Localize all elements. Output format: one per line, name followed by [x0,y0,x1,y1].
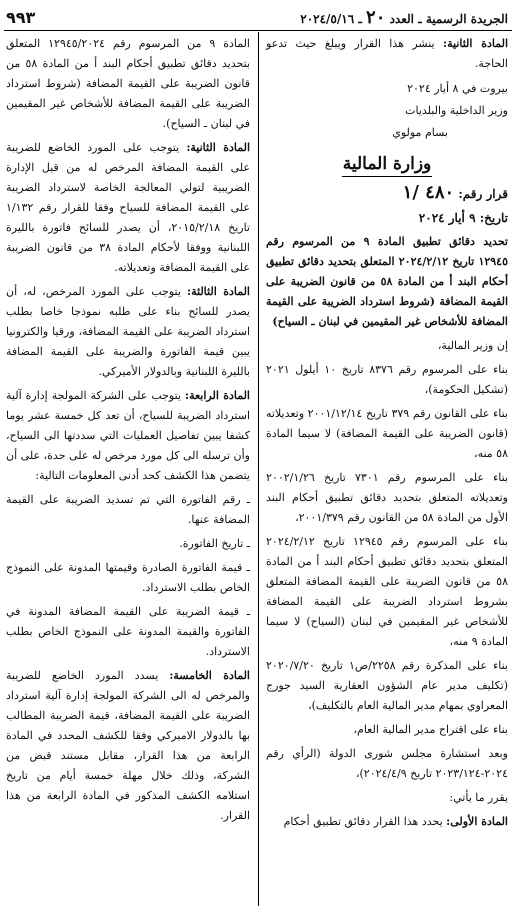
article-1 [266,812,508,832]
article-label: المادة الثانية: [443,37,509,50]
paragraph: بناء على القانون رقم ٣٧٩ تاريخ ٢٠٠١/١٢/١٤ وتعديلاته (قانون الضريبة على القيمة المضافة) لا سيما المادة ٥٨ منه، [266,407,508,460]
issue-number: ٢٠ [366,6,386,28]
article-label: المادة الأولى: [446,815,508,828]
article-label: المادة الخامسة: [169,669,250,682]
decree-number-label: قرار رقم: [458,187,508,201]
list-item: ـ رقم الفاتورة التي تم تسديد الضريبة على القيمة المضافة عنها. [6,493,250,526]
signature-place-date: بيروت في ٨ أيار ٢٠٢٤ [407,82,508,95]
article-1-continued: المادة ٩ من المرسوم رقم ١٢٩٤٥/٢٠٢٤ المتعلق بتحديد دقائق تطبيق أحكام البند أ من المادة ٥٨ من قانون الضريبة على القيمة المضافة (شروط استرداد الضريبة على القيمة المضافة للأشخاص غير المقيمين في لبنان ـ السياح). [6,37,250,130]
article-text: ينشر هذا القرار ويبلغ حيث تدعو الحاجة. [266,37,508,70]
decree-number-line [266,183,508,204]
article-3 [6,282,250,382]
article-label: المادة الثالثة: [187,285,250,298]
column-divider [258,32,259,906]
article-5 [6,666,250,826]
header-rule [4,30,512,31]
paragraph: بناء على المرسوم رقم ١٢٩٤٥ تاريخ ٢٠٢٤/٢/١٢ المتعلق بتحديد دقائق تطبيق أحكام البند أ من المادة ٥٨ من قانون الضريبة على القيمة المضافة المتعلق بشروط استرداد الضريبة على القيمة المضافة للأشخاص غير المقيمين في لبنان (السياح) لا سيما المادة ٩ منه، [266,535,508,648]
article-text: يتوجب على الشركة المولجة إدارة آلية استرداد الضريبة للسياح، أن تعد كل خمسة عشر يوما كشفا يبين تفاصيل العمليات التي سددتها الى السياح، وأن ترسله الى كل مورد مرخص له على حدة، على أن يتضمن هذا الكشف كحد أدنى المعلومات التالية: [6,389,250,482]
article-text: يسدد المورد الخاضع للضريبة والمرخص له الى الشركة المولجة إدارة آلية استرداد الضريبة على القيمة المضافة، قيمة الضريبة المطالب بها بالدولار الاميركي وفقا للكشف المحدد في المادة الرابعة من هذا القرار، مقابل مستند قبض من الشركة، وذلك خلال مهلة خمسة أيام من تاريخ استلامه الكشف المذكور في المادة الرابعة من هذا القرار. [6,669,250,822]
decree-date: تاريخ: ٩ أيار ٢٠٢٤ [418,211,508,225]
paragraph: بناء على المرسوم رقم ٨٣٧٦ تاريخ ١٠ أيلول ٢٠٢١ (تشكيل الحكومة)، [266,363,509,396]
gazette-title-block [300,7,508,28]
paragraph: إن وزير المالية، [437,339,508,352]
article-2-previous [266,34,508,74]
paragraph: بناء على اقتراح مدير المالية العام، [353,723,508,736]
page-number: ٩٩٣ [6,7,36,27]
paragraph: يقرر ما يأتي: [449,791,508,804]
article-label: المادة الرابعة: [185,389,250,402]
left-column [6,34,250,830]
gazette-title: الجريدة الرسمية ـ العدد [389,11,508,26]
right-column [266,34,508,836]
decree-subject: تحديد دقائق تطبيق المادة ٩ من المرسوم رقم ١٢٩٤٥ تاريخ ٢٠٢٤/٢/١٢ المتعلق بتحديد دقائق تطبيق أحكام البند أ من المادة ٥٨ من قانون الضريبة على القيمة المضافة (شروط استرداد الضريبة على القيمة المضافة للأشخاص غير المقيمين في لبنان ـ السياح) [266,235,508,328]
article-4 [6,386,250,486]
signature-name: بسام مولوي [392,126,448,139]
issue-date: ـ ٢٠٢٤/٥/١٦ [300,11,362,26]
signature-title: وزير الداخلية والبلديات [405,104,508,117]
article-label: المادة الثانية: [186,141,250,154]
list-item: ـ قيمة الضريبة على القيمة المضافة المدونة في الفاتورة والقيمة المدونة على النموذج الخاص بطلب الاسترداد. [6,605,250,658]
list-item: ـ قيمة الفاتورة الصادرة وقيمتها المدونة على النموذج الخاص بطلب الاسترداد. [6,561,250,594]
paragraph: وبعد استشارة مجلس شورى الدولة (الرأي رقم ٢٠٢٤-٢٠٢٣/١٢٤ تاريخ ٢٠٢٤/٤/٩)، [266,747,508,780]
article-text: يحدد هذا القرار دقائق تطبيق أحكام [283,815,443,828]
ministry-rule [342,176,432,177]
article-2 [6,138,250,278]
list-item: ـ تاريخ الفاتورة. [179,537,250,550]
article-text: يتوجب على المورد الخاضع للضريبة على القيمة المضافة المرخص له من قبل الإدارة الضريبية لتولي المعالجة الخاصة لاسترداد الضريبة على القيمة المضافة للسياح وفقا للقرار رقم ١/١٣٢ تاريخ ٢٠١٥/٢/١٨، أن يصدر للسائح فاتورة بالليرة اللبنانية ووفقا لأحكام المادة ٣٨ من قانون الضريبة على القيمة المضافة وتعديلاته. [6,141,250,274]
paragraph: بناء على المذكرة رقم ٢٢٥٨/ص١ تاريخ ٢٠٢٠/٧/٢٠ (تكليف مدير عام الشؤون العقارية السيد جورج المعراوي بمهام مدير المالية العام بالتكليف)، [266,659,508,712]
paragraph: بناء على المرسوم رقم ٧٣٠١ تاريخ ٢٠٠٢/١/٢٦ وتعديلاته المتعلق بتحديد دقائق تطبيق أحكام البند الأول من المادة ٥٨ من القانون رقم ٢٠٠١/٣٧٩، [266,471,508,524]
article-text: يتوجب على المورد المرخص، له، أن يصدر للسائح بناء على طلبه نموذجا خاصا بطلب استرداد الضريبة على القيمة المضافة، ورقيا والكترونيا يبين قيمة الفاتورة والضريبة على القيمة المضافة بالليرة اللبنانية وبالدولار الأميركي. [6,285,250,378]
signature-block [266,78,508,144]
page-header [6,6,508,28]
decree-number: ٤٨٠ /١ [402,182,455,203]
ministry-heading: وزارة المالية [342,154,432,174]
